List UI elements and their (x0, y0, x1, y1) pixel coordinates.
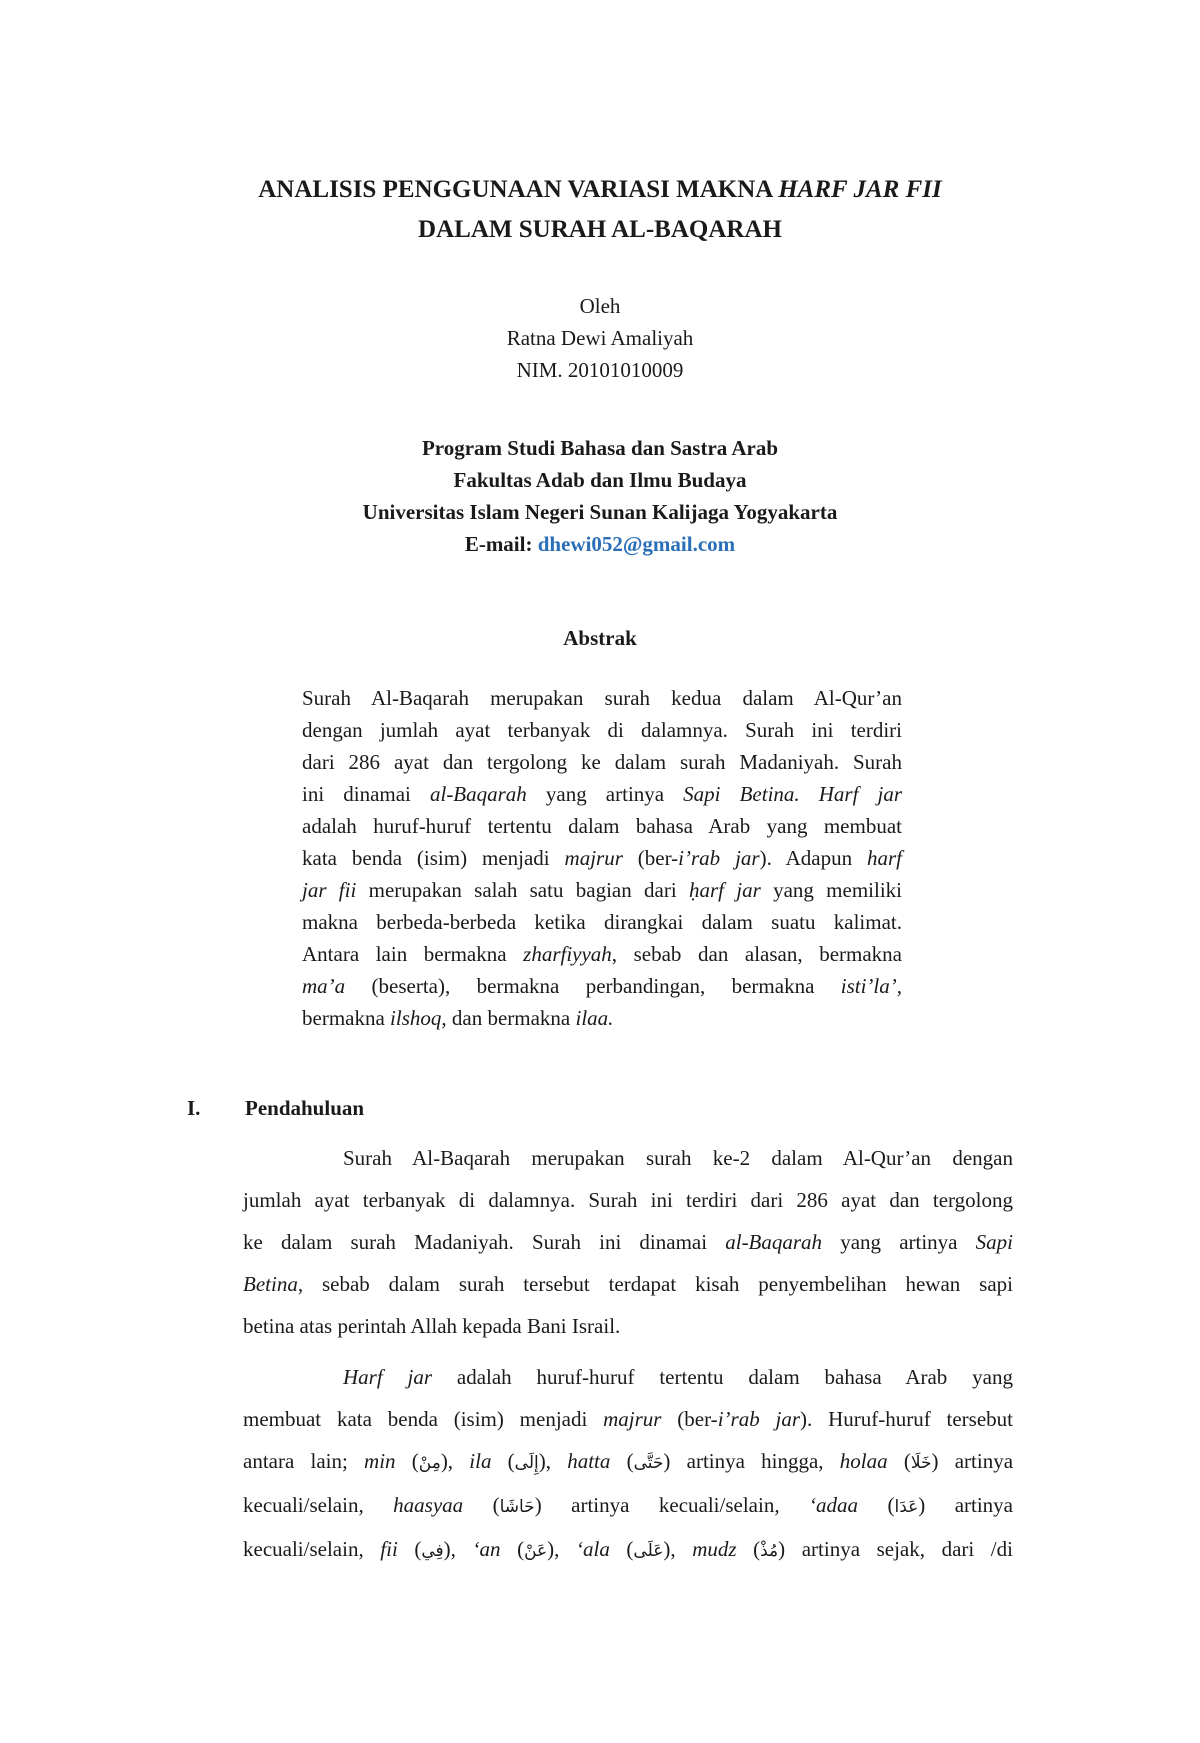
section-heading (187, 1096, 364, 1121)
email-link[interactable]: dhewi052@gmail.com (537, 532, 736, 556)
abstract-line: Antara lain bermakna zharfiyyah, sebab dan alasan, bermakna (302, 942, 902, 966)
arabic-word: عَدَا (894, 1497, 919, 1517)
abstract-body (302, 682, 902, 1034)
abstract-line: kata benda (isim) menjadi majrur (ber-i’rab jar). Adapun harf (302, 846, 902, 870)
affiliation-university: Universitas Islam Negeri Sunan Kalijaga Yogyakarta (362, 500, 838, 524)
abstract-line: ini dinamai al-Baqarah yang artinya Sapi Betina. Harf jar (302, 782, 902, 806)
abstract-line: ma’a (beserta), bermakna perbandingan, bermakna isti’la’, (302, 974, 902, 998)
abstract-line: makna berbeda-berbeda ketika dirangkai dalam suatu kalimat. (302, 910, 902, 934)
author-by: Oleh (579, 294, 621, 318)
arabic-word: حَاشَا (499, 1497, 535, 1517)
title-line-1: ANALISIS PENGGUNAAN VARIASI MAKNA HARF JAR FII (258, 176, 942, 203)
arabic-word: إِلَى (514, 1453, 539, 1473)
abstract-line: adalah huruf-huruf tertentu dalam bahasa Arab yang membuat (302, 814, 902, 838)
paragraph-line: jumlah ayat terbanyak di dalamnya. Surah ini terdiri dari 286 ayat dan tergolong (243, 1188, 1013, 1212)
abstract-line: Surah Al-Baqarah merupakan surah kedua dalam Al-Qur’an (302, 686, 902, 710)
author-block (0, 290, 1200, 386)
abstract-line: dari 286 ayat dan tergolong ke dalam surah Madaniyah. Surah (302, 750, 902, 774)
paragraph-line: Betina, sebab dalam surah tersebut terdapat kisah penyembelihan hewan sapi (243, 1272, 1013, 1296)
arabic-word: عَنْ (524, 1541, 548, 1561)
affiliation-faculty: Fakultas Adab dan Ilmu Budaya (453, 468, 747, 492)
abstract-line: bermakna ilshoq, dan bermakna ilaa. (302, 1006, 614, 1030)
section-title: Pendahuluan (245, 1096, 365, 1120)
arabic-word: عَلَى (633, 1541, 664, 1561)
arabic-word: فِي (421, 1541, 444, 1561)
arabic-word: حَتَّى (633, 1453, 664, 1473)
email-label: E-mail: (464, 532, 538, 556)
affiliation-block (0, 432, 1200, 560)
paragraph-line: ke dalam surah Madaniyah. Surah ini dinamai al-Baqarah yang artinya Sapi (243, 1230, 1013, 1254)
arabic-word: خَلَا (910, 1453, 932, 1473)
abstract-heading: Abstrak (563, 626, 637, 650)
title-line-2: DALAM SURAH AL-BAQARAH (418, 216, 782, 243)
arabic-word: مُذْ (760, 1541, 779, 1561)
paragraph-line: kecuali/selain, fii (فِي), ‘an (عَنْ), ‘ala (عَلَى), mudz (مُذْ) artinya sejak, dari /di (243, 1537, 1013, 1561)
paragraph-2 (243, 1356, 1013, 1572)
affiliation-email (0, 528, 1200, 560)
paper-title (0, 170, 1200, 250)
paragraph-1 (243, 1137, 1013, 1347)
paragraph-line: kecuali/selain, haasyaa (حَاشَا) artinya kecuali/selain, ‘adaa (عَدَا) artinya (243, 1493, 1014, 1517)
paragraph-line: betina atas perintah Allah kepada Bani Israil. (243, 1314, 621, 1338)
arabic-word: مِنْ (418, 1453, 441, 1473)
paragraph-line: antara lain; min (مِنْ), ila (إِلَى), hatta (حَتَّى) artinya hingga, holaa (خَلَا) artinya (243, 1449, 1014, 1473)
paragraph-line: Surah Al-Baqarah merupakan surah ke-2 dalam Al-Qur’an dengan (343, 1146, 1013, 1170)
abstract-line: jar fii merupakan salah satu bagian dari ḥarf jar yang memiliki (302, 878, 903, 902)
paragraph-line: membuat kata benda (isim) menjadi majrur (ber-i’rab jar). Huruf-huruf tersebut (243, 1407, 1013, 1431)
paragraph-line: Harf jar adalah huruf-huruf tertentu dalam bahasa Arab yang (343, 1365, 1013, 1389)
abstract-line: dengan jumlah ayat terbanyak di dalamnya. Surah ini terdiri (302, 718, 902, 742)
affiliation-program: Program Studi Bahasa dan Sastra Arab (421, 436, 779, 460)
author-nim: NIM. 20101010009 (516, 358, 684, 382)
author-name: Ratna Dewi Amaliyah (506, 326, 694, 350)
section-number: I. (187, 1096, 201, 1120)
